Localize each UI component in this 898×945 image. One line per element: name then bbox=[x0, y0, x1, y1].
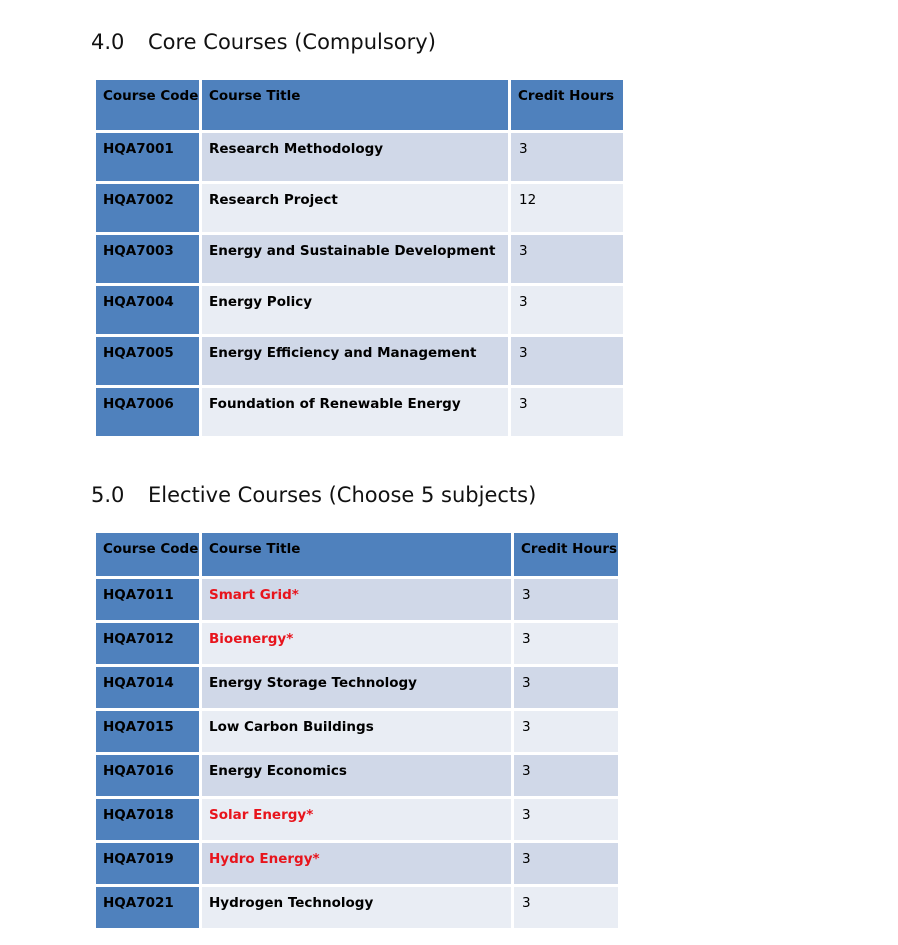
elective-header-course-code: Course Code bbox=[95, 532, 201, 578]
credit-hours-cell: 3 bbox=[510, 285, 625, 336]
core-section-title: Core Courses (Compulsory) bbox=[148, 30, 436, 54]
core-courses-table bbox=[93, 77, 626, 439]
elective-header-course-title: Course Title bbox=[201, 532, 513, 578]
course-code-cell: HQA7021 bbox=[95, 886, 201, 930]
table-row bbox=[95, 798, 620, 842]
credit-hours-cell: 3 bbox=[513, 842, 620, 886]
elective-header-credit-hours: Credit Hours bbox=[513, 532, 620, 578]
course-title-cell: Bioenergy* bbox=[201, 622, 513, 666]
elective-courses-table bbox=[93, 530, 621, 931]
credit-hours-cell: 12 bbox=[510, 183, 625, 234]
course-code-cell: HQA7015 bbox=[95, 710, 201, 754]
course-code-cell: HQA7016 bbox=[95, 754, 201, 798]
course-title-cell: Research Methodology bbox=[201, 132, 510, 183]
course-title-cell: Hydrogen Technology bbox=[201, 886, 513, 930]
table-row bbox=[95, 622, 620, 666]
course-title-cell: Foundation of Renewable Energy bbox=[201, 387, 510, 438]
table-row bbox=[95, 285, 625, 336]
core-courses-heading bbox=[91, 30, 436, 54]
table-row bbox=[95, 666, 620, 710]
core-header-course-code: Course Code bbox=[95, 79, 201, 132]
elective-courses-heading bbox=[91, 483, 536, 507]
table-row bbox=[95, 234, 625, 285]
course-code-cell: HQA7018 bbox=[95, 798, 201, 842]
credit-hours-cell: 3 bbox=[513, 666, 620, 710]
credit-hours-cell: 3 bbox=[513, 798, 620, 842]
course-title-cell: Smart Grid* bbox=[201, 578, 513, 622]
table-row bbox=[95, 183, 625, 234]
table-row bbox=[95, 132, 625, 183]
course-code-cell: HQA7014 bbox=[95, 666, 201, 710]
credit-hours-cell: 3 bbox=[513, 578, 620, 622]
course-code-cell: HQA7003 bbox=[95, 234, 201, 285]
course-title-cell: Energy Storage Technology bbox=[201, 666, 513, 710]
credit-hours-cell: 3 bbox=[513, 754, 620, 798]
elective-section-number: 5.0 bbox=[91, 483, 125, 507]
elective-section-title: Elective Courses (Choose 5 subjects) bbox=[148, 483, 537, 507]
core-header-course-title: Course Title bbox=[201, 79, 510, 132]
course-title-cell: Energy Policy bbox=[201, 285, 510, 336]
course-title-cell: Solar Energy* bbox=[201, 798, 513, 842]
course-title-cell: Energy and Sustainable Development bbox=[201, 234, 510, 285]
course-code-cell: HQA7001 bbox=[95, 132, 201, 183]
table-row bbox=[95, 387, 625, 438]
core-section-number: 4.0 bbox=[91, 30, 125, 54]
table-row bbox=[95, 842, 620, 886]
course-code-cell: HQA7006 bbox=[95, 387, 201, 438]
core-table-header-row bbox=[95, 79, 625, 132]
course-title-cell: Energy Efficiency and Management bbox=[201, 336, 510, 387]
course-title-cell: Research Project bbox=[201, 183, 510, 234]
course-code-cell: HQA7019 bbox=[95, 842, 201, 886]
course-code-cell: HQA7012 bbox=[95, 622, 201, 666]
table-row bbox=[95, 754, 620, 798]
course-title-cell: Low Carbon Buildings bbox=[201, 710, 513, 754]
table-row bbox=[95, 336, 625, 387]
table-row bbox=[95, 578, 620, 622]
table-row bbox=[95, 886, 620, 930]
credit-hours-cell: 3 bbox=[513, 710, 620, 754]
credit-hours-cell: 3 bbox=[510, 336, 625, 387]
table-row bbox=[95, 710, 620, 754]
core-header-credit-hours: Credit Hours bbox=[510, 79, 625, 132]
course-title-cell: Energy Economics bbox=[201, 754, 513, 798]
elective-table-header-row bbox=[95, 532, 620, 578]
credit-hours-cell: 3 bbox=[510, 234, 625, 285]
credit-hours-cell: 3 bbox=[510, 387, 625, 438]
credit-hours-cell: 3 bbox=[513, 886, 620, 930]
course-code-cell: HQA7002 bbox=[95, 183, 201, 234]
course-code-cell: HQA7011 bbox=[95, 578, 201, 622]
credit-hours-cell: 3 bbox=[513, 622, 620, 666]
course-code-cell: HQA7004 bbox=[95, 285, 201, 336]
course-title-cell: Hydro Energy* bbox=[201, 842, 513, 886]
credit-hours-cell: 3 bbox=[510, 132, 625, 183]
course-code-cell: HQA7005 bbox=[95, 336, 201, 387]
